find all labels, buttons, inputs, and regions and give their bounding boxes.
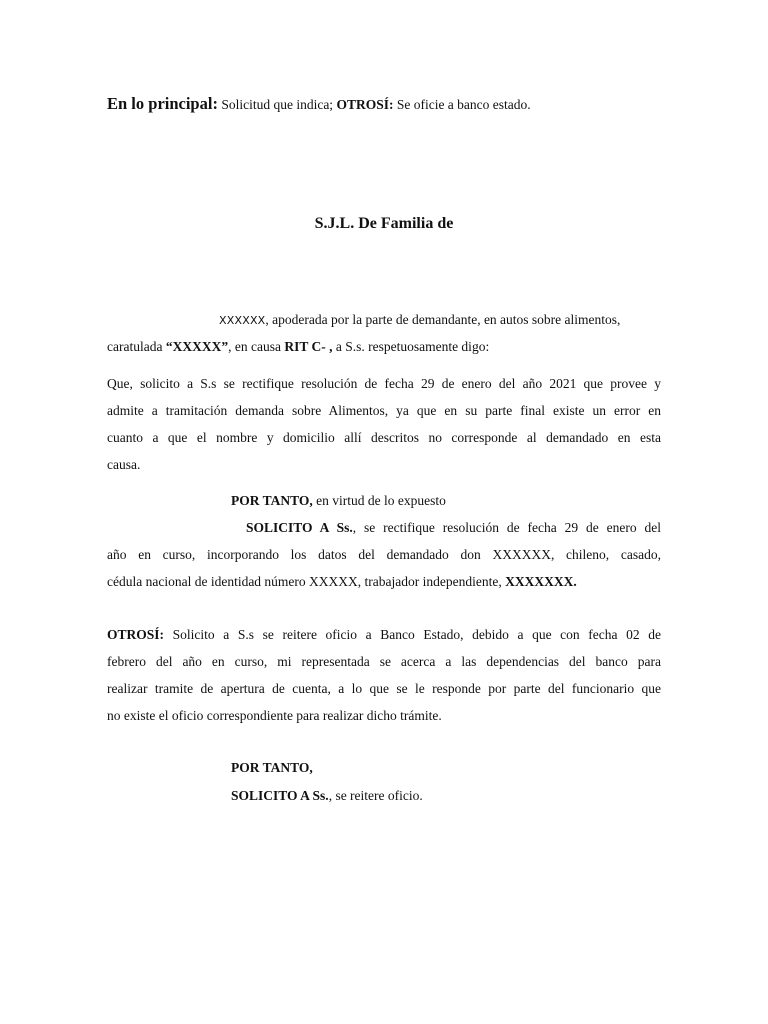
intro-digo: a S.s. respetuosamente digo: — [332, 339, 490, 354]
solicito-2-text: , se reitere oficio. — [328, 788, 423, 803]
intro-line-1 — [219, 306, 661, 334]
otrosi-label: OTROSÍ: — [107, 627, 165, 642]
applicant-name: XXXXXX — [219, 314, 266, 327]
otrosi-line-3: realizar tramite de apertura de cuenta, a lo que se le responde por parte del funcionario que — [107, 681, 661, 696]
solicito-1-line-3-bold: XXXXXXX. — [505, 574, 577, 589]
otrosi-line-4: no existe el oficio correspondiente para realizar dicho trámite. — [107, 708, 442, 723]
solicito-1-label: SOLICITO A Ss. — [246, 520, 353, 535]
por-tanto-1-text: en virtud de lo expuesto — [312, 493, 446, 508]
en-lo-principal-label: En lo principal: — [107, 94, 218, 113]
court-title: S.J.L. De Familia de — [314, 215, 454, 232]
solicito-2 — [231, 782, 661, 809]
body-line-4: causa. — [107, 457, 141, 472]
intro-line-1-text: , apoderada por la parte de demandante, en autos sobre alimentos, — [265, 312, 621, 327]
otrosi-heading-label: OTROSÍ: — [336, 97, 394, 112]
rit-value: RIT C- , — [284, 339, 333, 354]
document-heading — [107, 90, 531, 119]
solicito-1-line-2: año en curso, incorporando los datos del demandado don XXXXXX, chileno, casado, — [107, 547, 661, 562]
otrosi-heading-text: Se oficie a banco estado. — [393, 97, 531, 112]
otrosi-line-1 — [107, 621, 661, 648]
solicito-1-line-1 — [246, 514, 661, 541]
solicito-2-label: SOLICITO A Ss. — [231, 788, 329, 803]
solicito-1-text: , se rectifique resolución de fecha 29 de enero del — [352, 520, 661, 535]
caratula-value: “XXXXX” — [165, 339, 229, 354]
solicito-1-line-3-text: cédula nacional de identidad número XXXXX, trabajador independiente, — [107, 574, 506, 589]
intro-en-causa: , en causa — [228, 339, 285, 354]
body-line-2: admite a tramitación demanda sobre Alimentos, ya que en su parte final existe un error en — [107, 403, 661, 418]
body-line-1: Que, solicito a S.s se rectifique resolución de fecha 29 de enero del año 2021 que provee y — [107, 376, 661, 391]
solicito-1-line-3 — [107, 568, 661, 595]
por-tanto-2: POR TANTO, — [231, 760, 313, 775]
principal-text: Solicitud que indica; — [217, 97, 337, 112]
body-line-3: cuanto a que el nombre y domicilio allí descritos no corresponde al demandado en esta — [107, 430, 661, 445]
otrosi-line-2: febrero del año en curso, mi representada se acerca a las dependencias del banco para — [107, 654, 661, 669]
intro-caratulada: caratulada — [107, 339, 166, 354]
por-tanto-1-label: POR TANTO, — [231, 493, 313, 508]
otrosi-line-1-text: Solicito a S.s se reitere oficio a Banco Estado, debido a que con fecha 02 de — [164, 627, 661, 642]
intro-line-2 — [107, 333, 661, 360]
por-tanto-1 — [231, 487, 661, 514]
